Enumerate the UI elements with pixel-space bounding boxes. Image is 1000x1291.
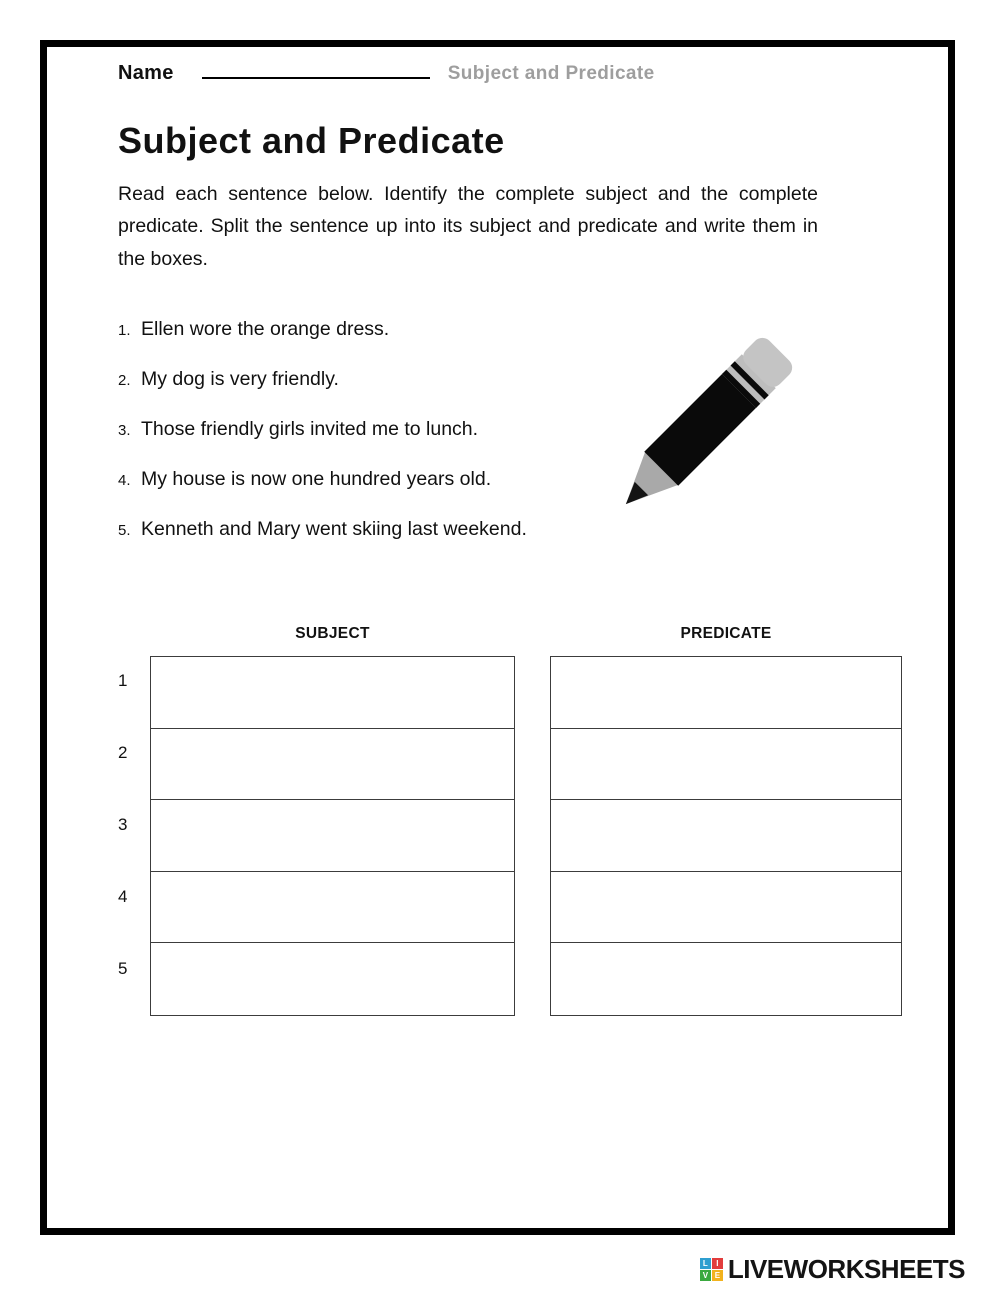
liveworksheets-footer bbox=[700, 1254, 965, 1285]
row-number: 2 bbox=[118, 743, 128, 763]
liveworksheets-logo-icon bbox=[700, 1258, 723, 1281]
row-number: 3 bbox=[118, 815, 128, 835]
subject-answer-box-2[interactable] bbox=[151, 729, 514, 801]
subject-answer-box-5[interactable] bbox=[151, 943, 514, 1015]
predicate-answer-box-1[interactable] bbox=[551, 657, 901, 729]
logo-letter: V bbox=[700, 1270, 711, 1281]
instructions-text: Read each sentence below. Identify the complete subject and the complete predicate. Split the sentence up into its subject and predicate and write them in the boxes. bbox=[118, 183, 818, 270]
sentence-item bbox=[118, 317, 948, 343]
subject-answer-table bbox=[150, 656, 515, 1016]
row-number: 1 bbox=[118, 671, 128, 691]
predicate-answer-box-4[interactable] bbox=[551, 872, 901, 944]
row-number-column bbox=[118, 656, 150, 1016]
logo-letter: E bbox=[712, 1270, 723, 1281]
corner-worksheet-title: Subject and Predicate bbox=[447, 63, 655, 84]
sentence-text: My dog is very friendly. bbox=[141, 368, 339, 391]
predicate-answer-table bbox=[550, 656, 902, 1016]
sentence-item bbox=[118, 367, 948, 393]
sentence-text: My house is now one hundred years old. bbox=[141, 468, 492, 491]
name-label: Name bbox=[118, 62, 174, 84]
predicate-answer-box-2[interactable] bbox=[551, 729, 901, 801]
answer-tables-section bbox=[118, 625, 948, 1016]
predicate-answer-box-3[interactable] bbox=[551, 800, 901, 872]
name-row bbox=[118, 62, 948, 94]
sentence-item bbox=[118, 417, 948, 443]
subject-answer-box-4[interactable] bbox=[151, 872, 514, 944]
sentence-text: Kenneth and Mary went skiing last weekend. bbox=[141, 518, 527, 541]
logo-letter: I bbox=[712, 1258, 723, 1269]
subject-answer-box-3[interactable] bbox=[151, 800, 514, 872]
row-number: 4 bbox=[118, 887, 128, 907]
page-title: Subject and Predicate bbox=[118, 120, 505, 161]
sentence-list bbox=[118, 317, 948, 543]
subject-answer-box-1[interactable] bbox=[151, 657, 514, 729]
sentence-number: 3. bbox=[118, 422, 131, 440]
row-number: 5 bbox=[118, 959, 128, 979]
name-input-line[interactable] bbox=[202, 63, 430, 79]
sentence-item bbox=[118, 467, 948, 493]
sentence-text: Those friendly girls invited me to lunch. bbox=[141, 418, 479, 441]
sentence-number: 5. bbox=[118, 522, 131, 540]
predicate-column-header: PREDICATE bbox=[680, 625, 772, 643]
brand-wordmark: LIVEWORKSHEETS bbox=[727, 1254, 965, 1284]
logo-letter: L bbox=[700, 1258, 711, 1269]
sentence-number: 4. bbox=[118, 472, 131, 490]
predicate-answer-box-5[interactable] bbox=[551, 943, 901, 1015]
sentence-number: 2. bbox=[118, 372, 131, 390]
sentence-text: Ellen wore the orange dress. bbox=[141, 318, 390, 341]
sentence-number: 1. bbox=[118, 322, 131, 340]
sentence-item bbox=[118, 517, 948, 543]
subject-column-header: SUBJECT bbox=[295, 625, 370, 643]
worksheet-border-frame bbox=[40, 40, 955, 1235]
